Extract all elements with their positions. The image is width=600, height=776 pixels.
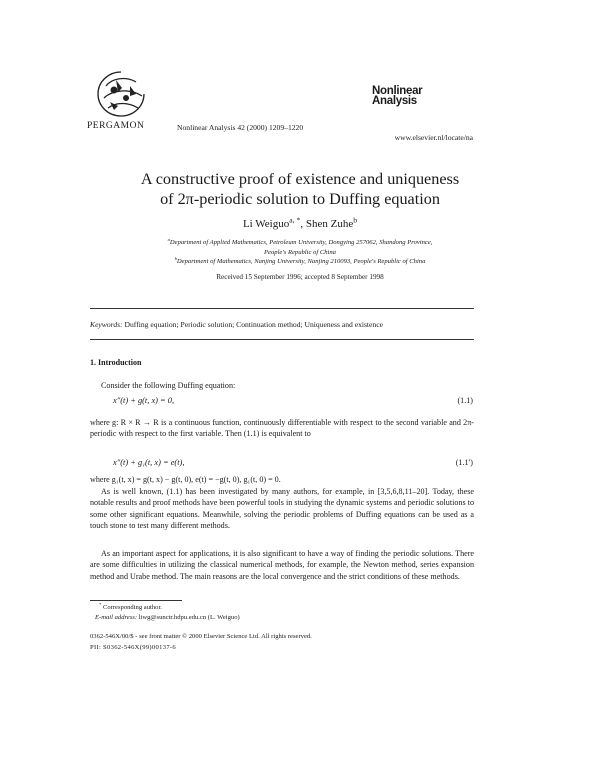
equation-1-number: (1.1) — [457, 396, 473, 405]
divider-bottom — [90, 339, 474, 340]
pergamon-logo-icon — [86, 68, 156, 120]
keywords — [90, 320, 474, 329]
affiliation-b-text: Department of Mathematics, Nanjing University, Nanjing 210093, People's Republic of China — [176, 258, 426, 265]
paragraph-3: where g₁(t, x) = g(t, x) − g(t, 0), e(t) = −g(t, 0), g₁(t, 0) = 0. — [90, 475, 281, 484]
footnote-divider — [90, 600, 182, 601]
affiliation-a-text: Department of Applied Mathematics, Petroleum University, Dongying 257062, Shandong Province, — [169, 239, 433, 246]
received-dates: Received 15 September 1996; accepted 8 September 1998 — [216, 273, 384, 281]
paragraph-1: Consider the following Duffing equation: — [101, 381, 236, 390]
authors — [90, 215, 510, 230]
footnote-marker: * — [99, 601, 102, 607]
paragraph-5: As an important aspect for applications, it is also significant to have a way of finding the periodic solutions. There are some difficulties in utilizing the classical numerical methods, for example, the Newton method, series expansion method and Urabe method. The main reasons are the local convergence and the strict conditions of these methods. — [90, 549, 474, 581]
keywords-label: Keywords: — [90, 320, 123, 329]
footnote-corresponding-text: Corresponding author. — [101, 604, 162, 611]
paragraph-2: where g: R × R → R is a continuous function, continuously differentiable with respect to the second variable and 2π-periodic with respect to the first variable. Then (1.1) is equivalent to — [90, 418, 474, 439]
paragraph-4: As is well known, (1.1) has been investigated by many authors, for example, in [3,5,6,8,11–20]. Today, these notable results and proof methods have been powerful tools in studying the dynamic systems and periodic solutions to some other significant equations. Meanwhile, solving the periodic problems of Duffing equations can be used as a touch stone to test many different methods. — [90, 487, 474, 530]
author-1-marker: a, * — [289, 215, 301, 225]
email-label: E-mail address: — [95, 614, 138, 621]
affiliation-a-marker: a — [167, 236, 170, 242]
journal-reference: Nonlinear Analysis 42 (2000) 1209–1220 — [177, 123, 304, 132]
journal-logo — [372, 86, 472, 106]
affiliation-a-cont: People's Republic of China — [264, 248, 336, 256]
title-line-1: A constructive proof of existence and uniqueness — [140, 170, 460, 188]
equation-2: x″(t) + g₁(t, x) = e(t), — [113, 458, 185, 467]
email-address[interactable]: liwg@sunctr.hdpu.edu.cn (L. Weiguo) — [137, 614, 240, 621]
author-2: , Shen Zuhe — [300, 218, 354, 230]
affiliation-a — [90, 238, 510, 257]
journal-website[interactable]: www.elsevier.nl/locate/na — [394, 133, 473, 142]
journal-logo-line1: Nonlinear — [372, 85, 423, 97]
footnote-email — [95, 614, 240, 621]
article-title — [90, 169, 510, 209]
section-title: 1. Introduction — [90, 358, 142, 367]
title-line-2: of 2π-periodic solution to Duffing equation — [160, 190, 440, 208]
footnote-corresponding — [99, 601, 162, 611]
publisher-name: PERGAMON — [87, 121, 145, 131]
affiliation-b — [90, 255, 510, 265]
copyright-line: 0362-546X/00/$ - see front matter © 2000 Elsevier Science Ltd. All rights reserved. — [90, 633, 312, 640]
author-1: Li Weiguo — [242, 218, 290, 230]
divider-top — [90, 308, 474, 309]
journal-logo-line2: Analysis — [372, 95, 417, 107]
equation-1: x″(t) + g(t, x) = 0, — [113, 396, 175, 405]
author-2-marker: b — [353, 215, 358, 225]
equation-2-number: (1.1′) — [455, 458, 473, 467]
pii-identifier: PII: S0362-546X(99)00137-6 — [90, 644, 177, 651]
affiliation-b-marker: b — [174, 255, 177, 261]
keywords-text: Duffing equation; Periodic solution; Continuation method; Uniqueness and existence — [122, 320, 383, 329]
